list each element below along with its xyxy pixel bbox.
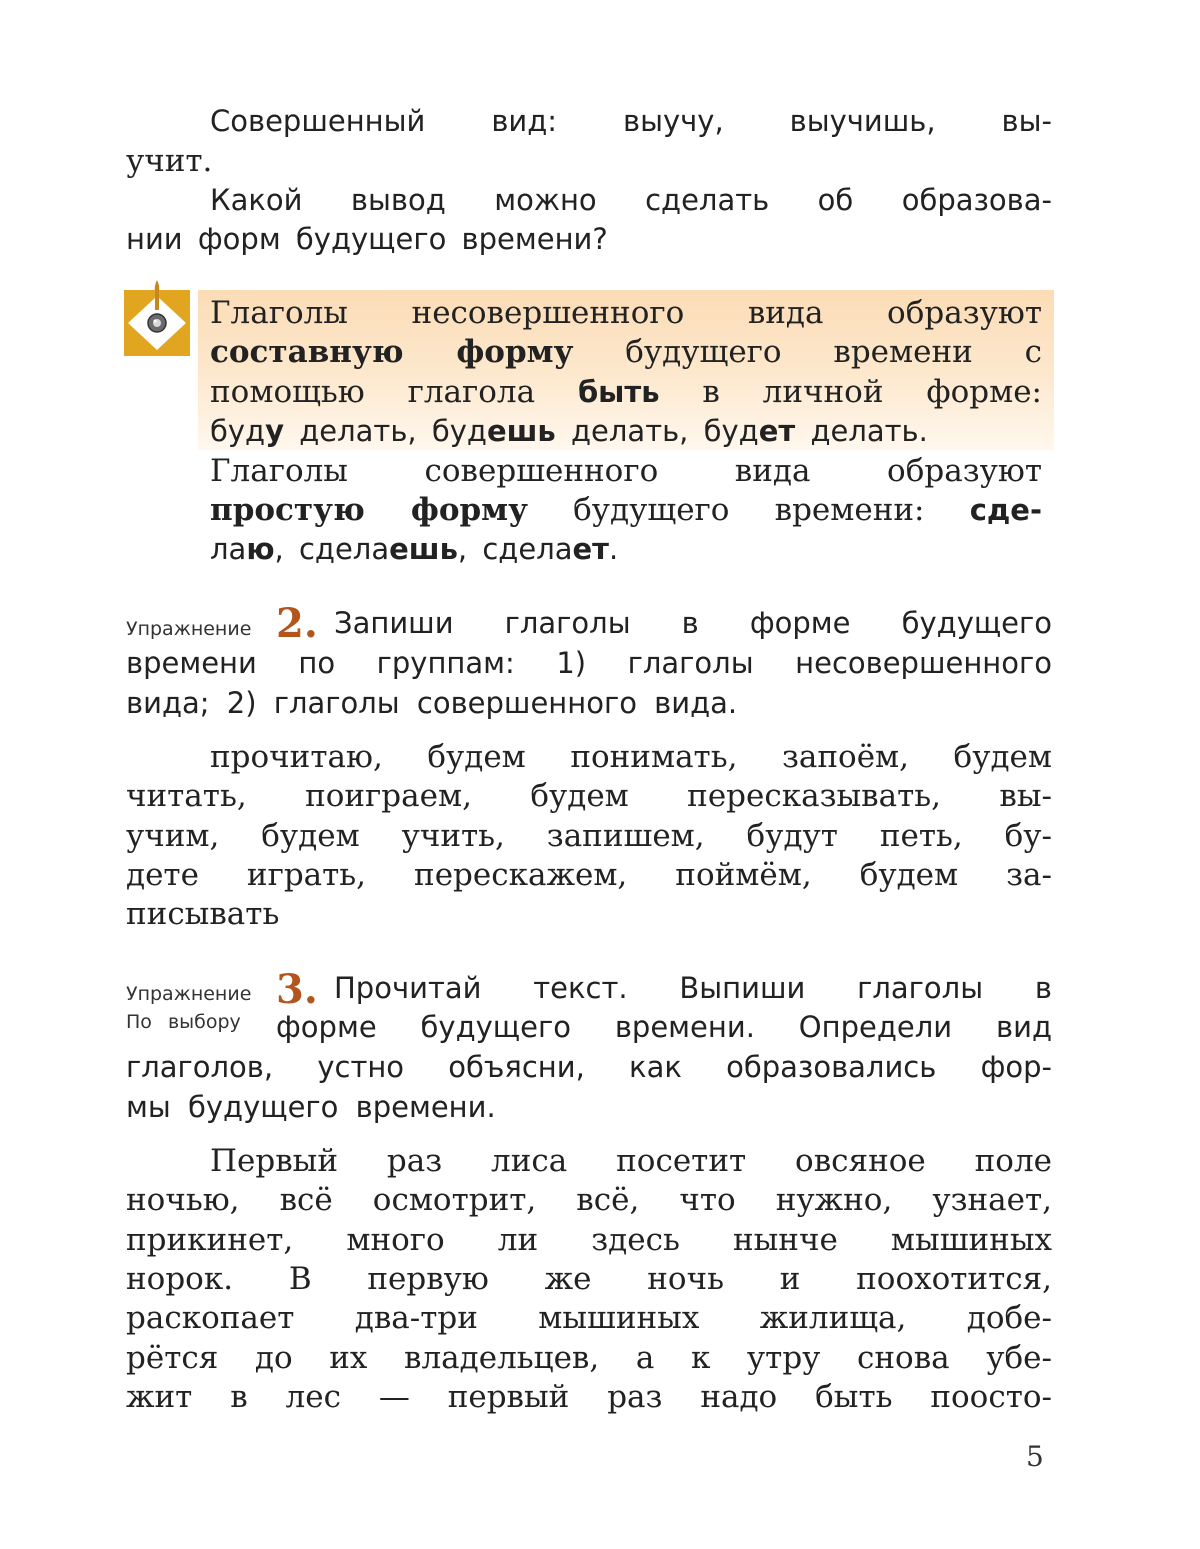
exercise-2-number: 2.	[276, 600, 318, 647]
exercise-2-text-line-2: читать, поиграем, будем пересказывать, вы-	[126, 778, 1052, 814]
exercise-3-sublabel: По выбору	[126, 1011, 241, 1033]
exercise-3-heading-4: мы будущего времени.	[126, 1090, 496, 1124]
exercise-2-heading-3: вида; 2) глаголы совершенного вида.	[126, 686, 738, 720]
exercise-2-text-line-1: прочитаю, будем понимать, запоём, будем	[210, 739, 1052, 775]
exercise-2-heading-1: Запиши глаголы в форме будущего	[334, 606, 1052, 640]
exercise-3-heading-2: форме будущего времени. Определи вид	[276, 1010, 1052, 1044]
exercise-3-label: Упражнение	[126, 983, 252, 1005]
rule-line-6: простую форму будущего времени: сде-	[210, 492, 1043, 528]
rule-line-5: Глаголы совершенного вида образуют	[210, 453, 1042, 489]
exercise-3-text-line-4: норок. В первую же ночь и поохотится,	[126, 1261, 1052, 1297]
exercise-2-text-line-3: учим, будем учить, запишем, будут петь, бу-	[126, 818, 1052, 854]
exercise-3-text-line-6: рётся до их владельцев, а к утру снова убе-	[126, 1340, 1052, 1376]
exercise-3-heading-3: глаголов, устно объясни, как образовались фор-	[126, 1050, 1052, 1084]
exercise-2-text-line-4: дете играть, перескажем, поймём, будем за-	[126, 857, 1052, 893]
exercise-3-heading-1: Прочитай текст. Выпиши глаголы в	[334, 971, 1052, 1005]
exercise-3-text-line-1: Первый раз лиса посетит овсяное поле	[210, 1143, 1052, 1179]
exercise-2-heading-2: времени по группам: 1) глаголы несовершенного	[126, 646, 1052, 680]
exercise-3-text-line-5: раскопает два-три мышиных жилища, добе-	[126, 1300, 1052, 1336]
exercise-2-label: Упражнение	[126, 618, 252, 640]
intro-line-1: Совершенный вид: выучу, выучишь, вы-	[210, 104, 1052, 138]
exercise-3-number: 3.	[276, 966, 318, 1013]
exercise-3-text-line-2: ночью, всё осмотрит, всё, что нужно, узнает,	[126, 1182, 1052, 1218]
rule-line-1: Глаголы несовершенного вида образуют	[210, 295, 1042, 331]
question-line-1: Какой вывод можно сделать об образова-	[210, 183, 1052, 217]
exercise-3-text-line-7: жит в лес — первый раз надо быть поосто-	[126, 1379, 1052, 1415]
exercise-3-text-line-3: прикинет, много ли здесь нынче мышиных	[126, 1222, 1052, 1258]
rule-diamond-icon	[124, 280, 190, 356]
rule-line-3: помощью глагола быть в личной форме:	[210, 374, 1042, 410]
rule-line-7: лаю, сделаешь, сделает.	[210, 532, 619, 566]
exercise-2-text-line-5: писывать	[126, 896, 280, 932]
page-number: 5	[1026, 1440, 1044, 1473]
question-line-2: нии форм будущего времени?	[126, 222, 608, 256]
intro-line-2: учит.	[126, 143, 213, 179]
rule-line-4: буду делать, будешь делать, будет делать.	[210, 414, 928, 448]
rule-line-2: составную форму будущего времени с	[210, 334, 1042, 370]
